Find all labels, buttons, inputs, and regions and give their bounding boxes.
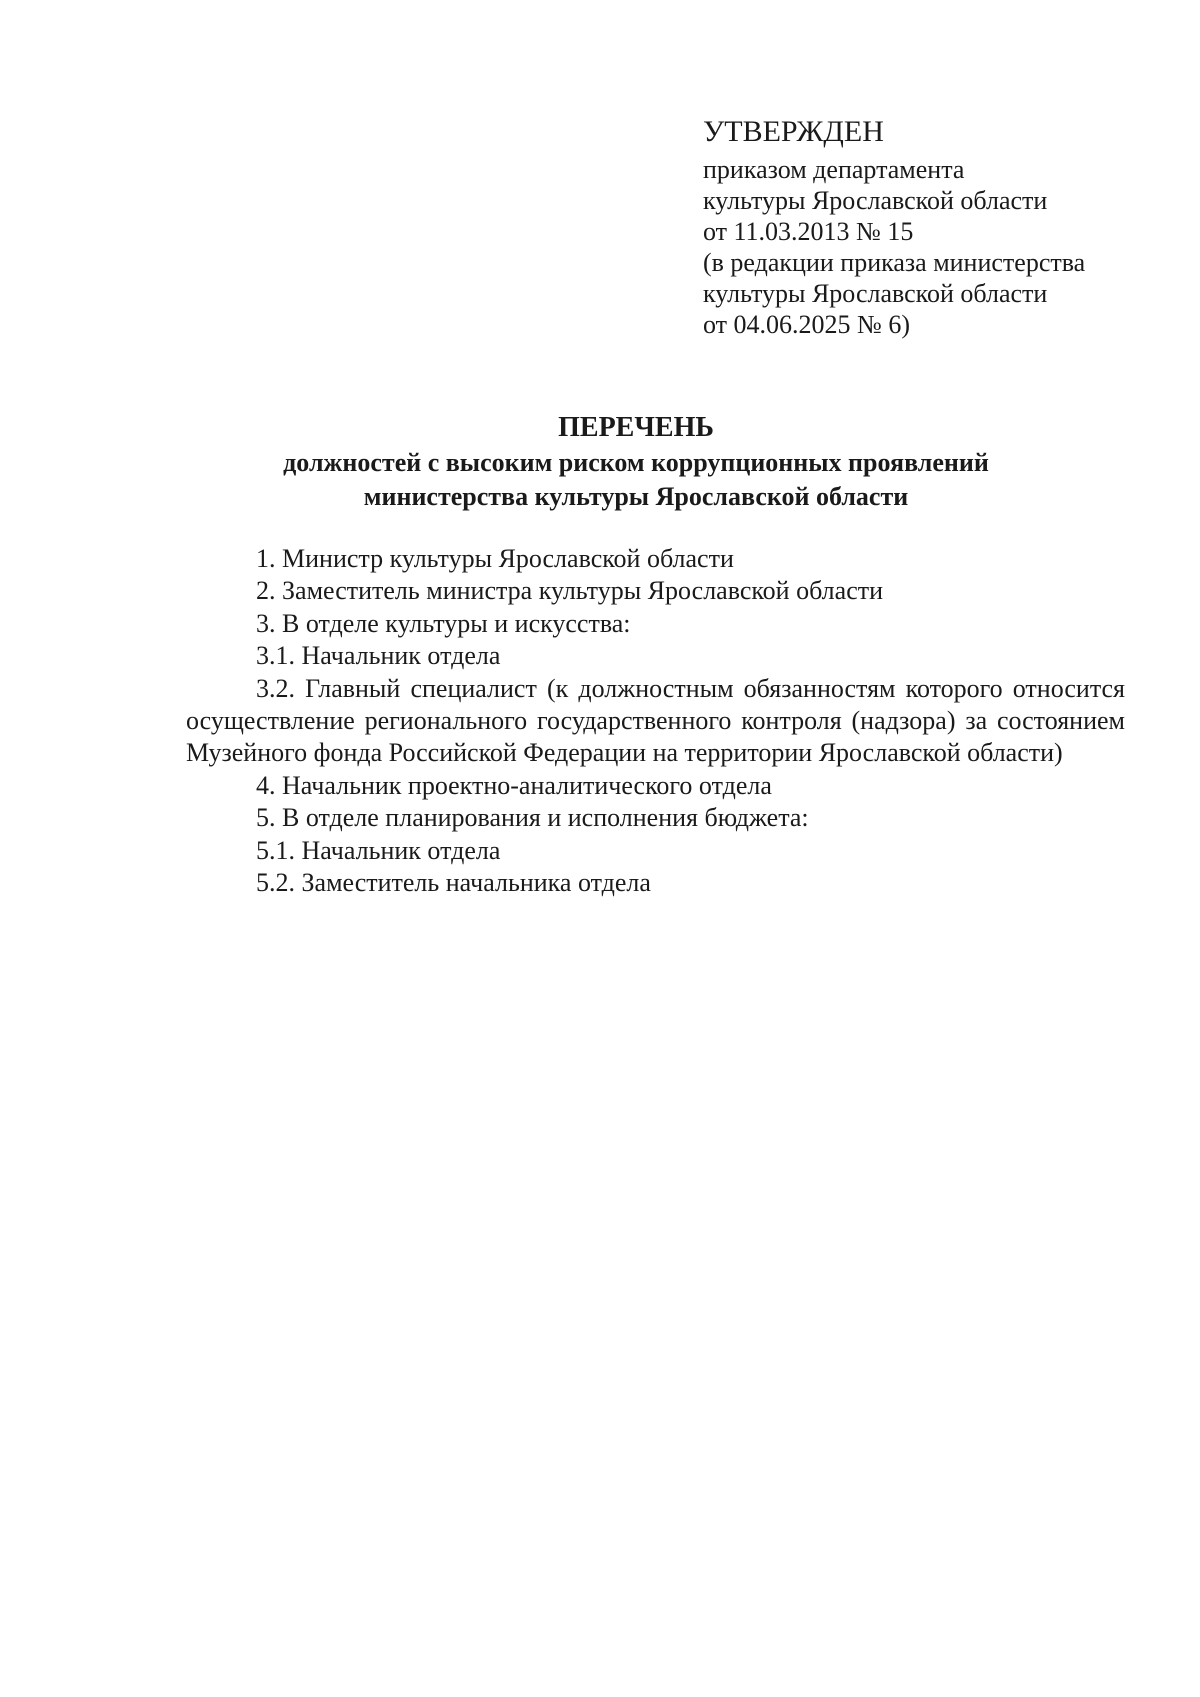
document-heading bbox=[186, 410, 1086, 514]
positions-list bbox=[186, 543, 1125, 899]
list-item: 3. В отделе культуры и искусства: bbox=[256, 608, 631, 638]
list-item: 3.2. Главный специалист (к должностным обязанностям которого относится осуществление регионального государственного контроля (надзора) за состоянием Музейного фонда Российской Федерации на территории Ярославской области) bbox=[186, 673, 1125, 768]
list-item: 1. Министр культуры Ярославской области bbox=[256, 544, 734, 573]
list-item: 5. В отделе планирования и исполнения бюджета: bbox=[256, 803, 809, 833]
approval-block bbox=[703, 112, 1163, 340]
document-subtitle-line: должностей с высоким риском коррупционных проявлений bbox=[283, 448, 989, 477]
list-item: 5.1. Начальник отдела bbox=[256, 835, 501, 865]
approval-line: приказом департамента bbox=[703, 155, 965, 184]
approval-line: (в редакции приказа министерства bbox=[703, 248, 1086, 277]
approval-line: от 11.03.2013 № 15 bbox=[703, 217, 914, 246]
list-item: 4. Начальник проектно-аналитического отдела bbox=[256, 770, 772, 800]
list-item: 5.2. Заместитель начальника отдела bbox=[256, 868, 651, 898]
document-title: ПЕРЕЧЕНЬ bbox=[558, 412, 714, 443]
list-item: 3.1. Начальник отдела bbox=[256, 641, 501, 671]
approval-line: культуры Ярославской области bbox=[703, 186, 1048, 215]
approval-line: культуры Ярославской области bbox=[703, 279, 1048, 308]
list-item: 2. Заместитель министра культуры Ярославской области bbox=[256, 576, 884, 606]
approval-title: УТВЕРЖДЕН bbox=[703, 115, 884, 148]
document-subtitle-line: министерства культуры Ярославской области bbox=[363, 482, 909, 511]
approval-line: от 04.06.2025 № 6) bbox=[703, 310, 910, 339]
